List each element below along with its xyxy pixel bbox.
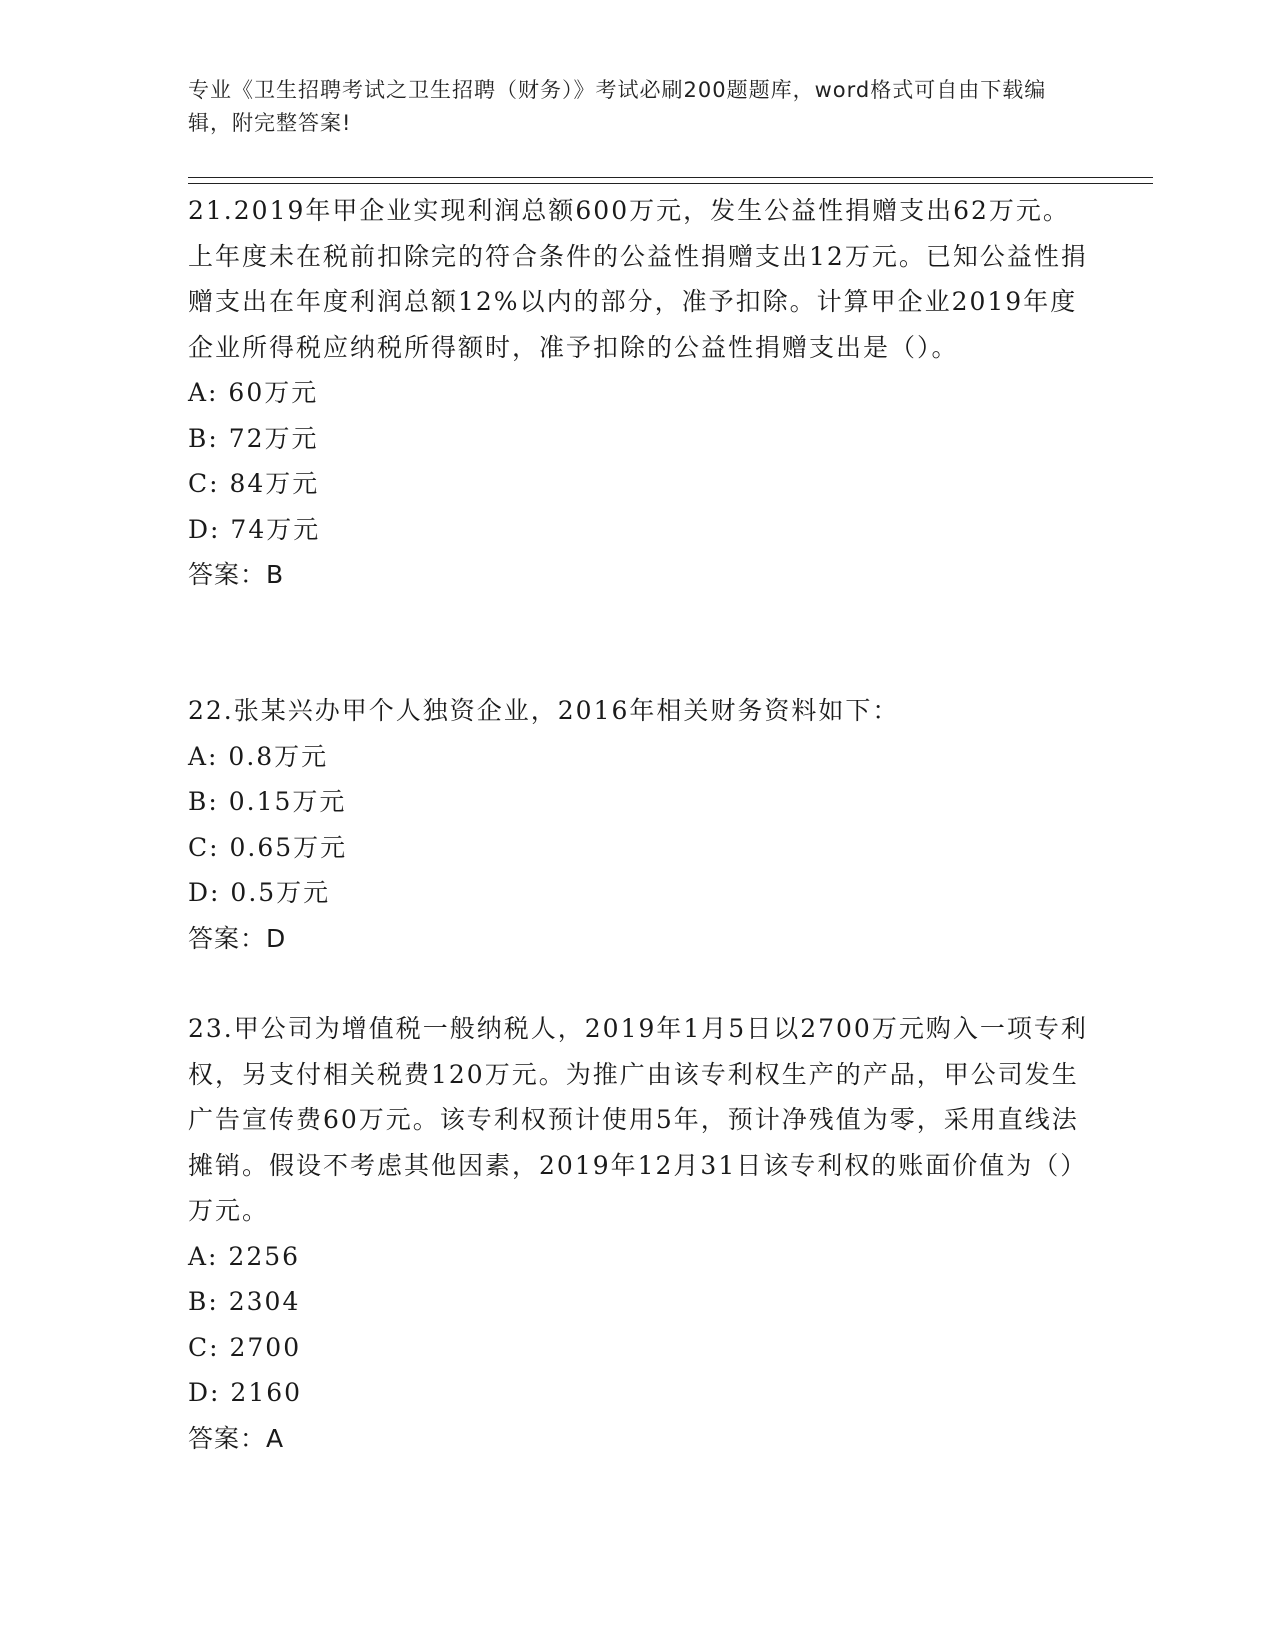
question-block xyxy=(188,188,1088,598)
option-b: B: 2304 xyxy=(188,1287,301,1316)
option-a: A: 60万元 xyxy=(188,378,319,407)
question-stem: 22.张某兴办甲个人独资企业，2016年相关财务资料如下： xyxy=(188,696,900,725)
question-block xyxy=(188,1006,1088,1461)
option-a: A: 0.8万元 xyxy=(188,741,329,771)
answer-line: 答案：D xyxy=(188,923,287,953)
option-c: C: 2700 xyxy=(188,1332,302,1362)
option-b: B: 0.15万元 xyxy=(188,787,347,816)
option-c: C: 0.65万元 xyxy=(188,832,348,862)
question-block xyxy=(188,688,1088,961)
option-d: D: 0.5万元 xyxy=(188,878,331,907)
header-divider-top xyxy=(188,177,1153,178)
answer-line: 答案：A xyxy=(188,1423,285,1453)
option-d: D: 74万元 xyxy=(188,514,321,544)
header-divider-bottom xyxy=(188,183,1153,184)
answer-line: 答案：B xyxy=(188,560,285,589)
option-a: A: 2256 xyxy=(188,1241,301,1271)
option-b: B: 72万元 xyxy=(188,423,319,453)
question-stem: 23.甲公司为增值税一般纳税人，2019年1月5日以2700万元购入一项专利权，另支付相关税费120万元。为推广由该专利权生产的产品，甲公司发生广告宣传费60万元。该专利权预计使用5年，预计净残值为零，采用直线法摊销。假设不考虑其他因素，2019年12月31日该专利权的账面价值为（）万元。 xyxy=(188,1014,1088,1225)
option-d: D: 2160 xyxy=(188,1378,303,1407)
option-c: C: 84万元 xyxy=(188,469,320,498)
document-header: 专业《卫生招聘考试之卫生招聘（财务）》考试必刷200题题库，word格式可自由下载编辑，附完整答案! xyxy=(188,78,1047,135)
question-stem: 21.2019年甲企业实现利润总额600万元，发生公益性捐赠支出62万元。上年度未在税前扣除完的符合条件的公益性捐赠支出12万元。已知公益性捐赠支出在年度利润总额12%以内的部分，准予扣除。计算甲企业2019年度企业所得税应纳税所得额时，准予扣除的公益性捐赠支出是（）。 xyxy=(188,196,1088,362)
